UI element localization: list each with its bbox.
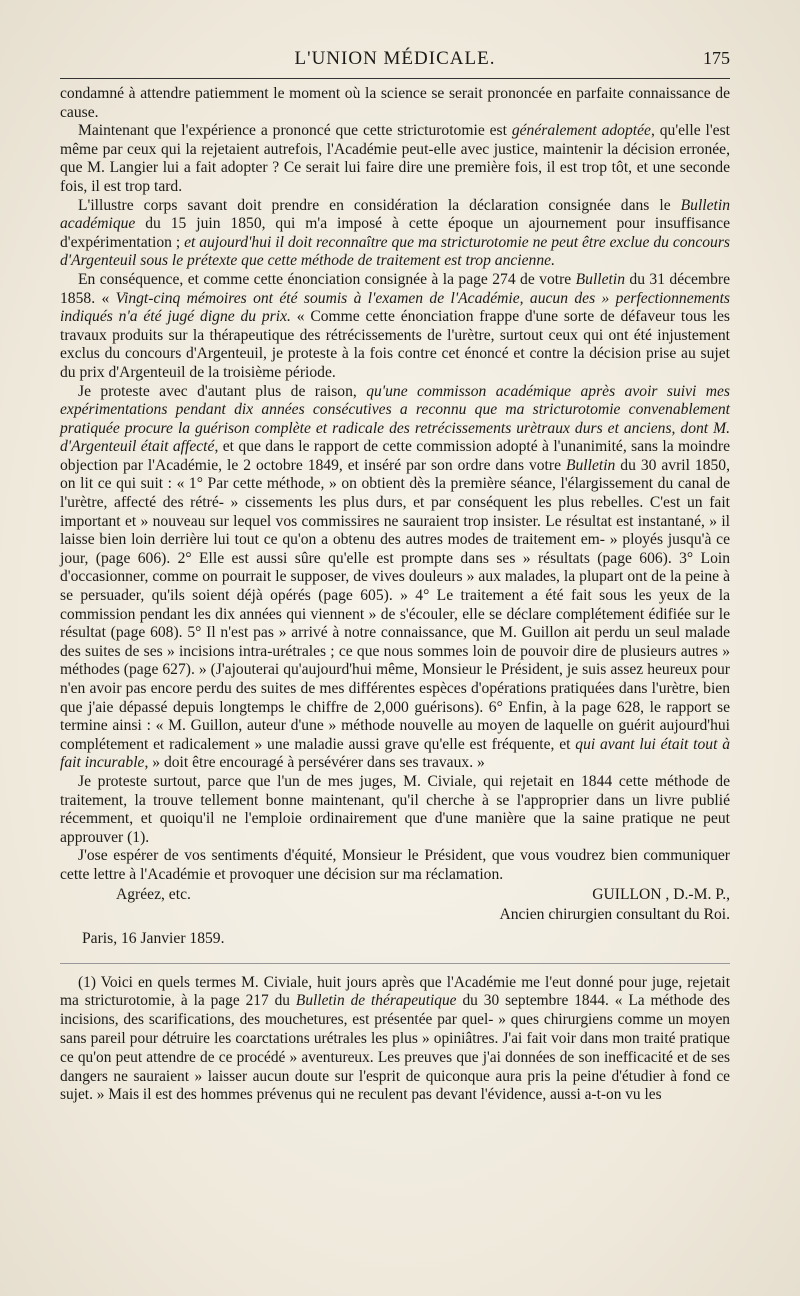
text-segment: J'ose espérer de vos sentiments d'équité, Monsieur le Président, que vous voudrez bien communiquer cette lettre à l'Académie et provoquer une décision sur ma réclamation.	[60, 847, 730, 883]
italic-text: qui avant lui était tout à fait incurable	[60, 735, 730, 772]
italic-text: et aujourd'hui il doit reconnaître que ma stricturotomie ne peut être exclue du concours d'Argenteuil sous le prétexte que cette méthode de traitement est trop ancienne.	[60, 233, 730, 270]
text-segment: , » doit être encouragé à persévérer dans ses travaux. »	[144, 754, 485, 772]
text-segment: du 30 septembre 1844. « La méthode des incisions, des scarifications, des mouchetures, est présentée par quel- » ques chirurgiens comme un moyen sans pareil pour détruire les coarctations urétrales les plus » opiniâtres. J'ai fait voir dans mon traité pratique ce qu'on peut attendre de ce procédé » aventureux. Les preuves que j'ai données de son inefficacité et de ses dangers ne sauraient » laisser aucun doute sur l'esprit de quiconque aura pris la peine d'étudier à fond ce sujet. » Mais il est des hommes prévenus qui ne reculent pas devant l'évidence, aussi a-t-on vu les	[60, 992, 730, 1104]
italic-text: Bulletin	[565, 456, 616, 474]
signatory-name: GUILLON , D.-M. P.,	[592, 885, 730, 903]
body-text	[60, 85, 730, 885]
paragraph	[60, 773, 730, 847]
letter-date: Paris, 16 Janvier 1859.	[82, 929, 225, 947]
paragraph	[60, 85, 730, 122]
text-segment: , et que dans le rapport de cette commission adopté à l'unanimité, sans la moindre objection par l'Académie, le 2 octobre 1849, et inséré par son ordre dans votre	[60, 438, 730, 474]
text-segment: condamné à attendre patiemment le moment où la science se serait prononcée en parfaite connaissance de cause.	[60, 85, 730, 121]
paragraph	[60, 847, 730, 884]
italic-text: Vingt-cinq mémoires ont été soumis à l'examen de l'Académie, aucun des » perfectionnements indiqués n'a été jugé digne du prix.	[60, 289, 731, 326]
text-segment: , qu'elle l'est même par ceux qui la rejetaient autrefois, l'Académie peut-elle avec justice, maintenir la décision erronée, que M. Langier lui a fait adopter ? Ce serait lui faire dire une première fois, il est trop tôt, et une seconde fois, il est trop tard.	[60, 122, 730, 195]
journal-title: L'UNION MÉDICALE.	[294, 48, 496, 69]
text-segment: du 31 décembre 1858. «	[60, 270, 731, 307]
paragraph	[60, 271, 730, 383]
text-segment: L'illustre corps savant doit prendre en considération la déclaration consignée dans le	[78, 196, 681, 214]
italic-text: Bulletin	[575, 270, 625, 288]
footnote	[60, 963, 730, 1106]
text-segment: (1) Voici en quels termes M. Civiale, huit jours après que l'Académie me l'eut donné pour juge, rejetait ma stricturotomie, à la page 217 du	[60, 973, 730, 1010]
paragraph	[60, 122, 730, 196]
text-segment: du 30 avril 1850, on lit ce qui suit : « 1° Par cette méthode, » on obtient dès la première séance, l'élargissement du canal de l'urètre, affecté des rétré- » cissements les plus durs, et par conséquent les plus rebelles. C'est un fait important et » nouveau sur lequel vos commissires ne sauraient trop insister. Le résultat est instantané, » il laisse bien loin derrière lui tout ce qu'on a obtenu des autres modes de traitement em- » ployés jusqu'à ce jour, (page 606). 2° Elle est aussi sûre qu'elle est prompte dans ses » résultats (page 606). 3° Loin d'occasionner, comme on pourrait le supposer, de vives douleurs » aux malades, la plupart ont de la peine à se persuader, qu'ils soient déjà opérés (page 605). » 4° Le traitement a été fait sous les yeux de la commission pendant les dix années qui viennent » de s'écouler, elle se déclare complétement édifiée sur le résultat (page 608). 5° Il n'est pas » arrivé à notre connaissance, que M. Guillon ait perdu un seul malade des suites de ses » incisions intra-urétrales ; ce que nous sommes loin de pouvoir dire de plusieurs autres » méthodes (page 627). » (J'ajouterai qu'aujourd'hui même, Monsieur le Président, je suis assez heureux pour n'en avoir pas encore perdu des suites de mes différentes espèces d'opérations pratiquées dans l'urètre, bien que j'aie dépassé depuis longtemps le chiffre de 2,000 guérisons). 6° Enfin, à la page 628, le rapport se termine ainsi : « M. Guillon, auteur d'une » méthode nouvelle au moyen de laquelle on guérit aujourd'hui complétement et radicalement » une maladie aussi grave qu'elle est fréquente, et	[60, 456, 730, 753]
text-segment: du 15 juin 1850, qui m'a imposé à cette époque un ajournement pour insuffisance d'expérimentation ;	[60, 215, 730, 251]
paragraph	[60, 197, 730, 271]
paragraph	[60, 383, 730, 773]
text-segment: Je proteste surtout, parce que l'un de mes juges, M. Civiale, qui rejetait en 1844 cette méthode de traitement, la trouve tellement bonne maintenant, qu'il cherche à se l'approprier dans un livre publié récemment, et quoiqu'il ne l'emploie ordinairement que d'une manière que la saine pratique ne peut approuver (1).	[60, 772, 730, 846]
running-head	[60, 44, 730, 79]
text-segment: Je proteste avec d'autant plus de raison,	[78, 382, 367, 400]
italic-text: généralement adoptée	[511, 122, 651, 140]
page-number: 175	[703, 48, 730, 68]
signature-block	[60, 885, 730, 945]
text-segment: Maintenant que l'expérience a prononcé que cette stricturotomie est	[78, 122, 512, 140]
text-segment: « Comme cette énonciation frappe d'une sorte de défaveur tous les travaux produits sur la thérapeutique des rétrécissements de l'urètre, surtout ceux qui ont été injustement exclus du concours d'Argenteuil, je proteste à la fois contre cet énoncé et contre la décision prise au sujet du prix d'Argenteuil de la troisième période.	[60, 308, 730, 381]
text-segment: En conséquence, et comme cette énonciation consignée à la page 274 de votre	[78, 270, 576, 288]
signatory-title: Ancien chirurgien consultant du Roi.	[499, 905, 730, 923]
italic-text: Bulletin de thérapeutique	[295, 992, 457, 1010]
closing-formula: Agréez, etc.	[116, 885, 191, 903]
footnote-text	[60, 974, 730, 1106]
italic-text: Bulletin académique	[60, 196, 730, 233]
italic-text: qu'une commisson académique après avoir suivi mes expérimentations pendant dix années consécutives a reconnu que ma stricturotomie convenablement pratiquée procure la guérison complète et radicale des retrécissements urètraux durs et anciens, dont M. d'Argenteuil était affecté	[60, 382, 730, 456]
